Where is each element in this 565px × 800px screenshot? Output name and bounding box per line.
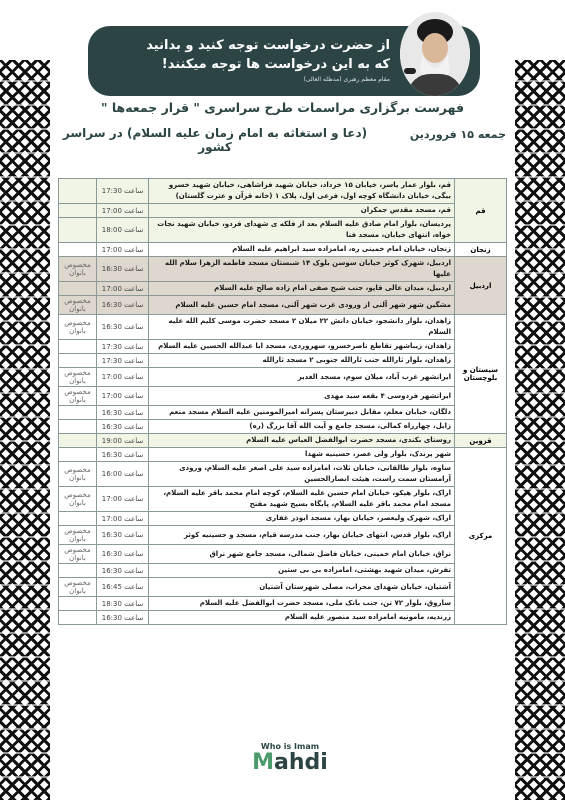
audience-note: مخصوص بانوان bbox=[59, 296, 97, 315]
event-address: ساروق، بلوار ۷۲ تن، جنب بانک ملی، مسجد حضرت ابوالفضل علیه السلام bbox=[149, 597, 455, 611]
province-name: اردبیل bbox=[455, 257, 507, 315]
event-address: اراک، بلوار قدس، انتهای خیابان بهار، جنب مدرسه قیام، مسجد و حسینیه کوثر bbox=[149, 526, 455, 545]
event-time: ساعت 16:30 bbox=[97, 545, 149, 564]
audience-note: مخصوص بانوان bbox=[59, 387, 97, 406]
audience-note bbox=[59, 243, 97, 257]
event-address: زاهدان، زیباشهر تقاطع ناصرخسرو، سهروردی، مسجد ابا عبدالله الحسین علیه السلام bbox=[149, 340, 455, 354]
event-time: ساعت 16:30 bbox=[97, 406, 149, 420]
leader-portrait bbox=[400, 12, 470, 96]
event-address: آشتیان، خیابان شهدای محراب، مصلی شهرستان آشتیان bbox=[149, 578, 455, 597]
audience-note bbox=[59, 512, 97, 526]
event-time: ساعت 17:00 bbox=[97, 204, 149, 218]
audience-note: مخصوص بانوان bbox=[59, 315, 97, 340]
event-time: ساعت 16:30 bbox=[97, 296, 149, 315]
logo-initial: M bbox=[252, 750, 275, 775]
event-time: ساعت 17:00 bbox=[97, 512, 149, 526]
event-address: اراک، شهرک ولیعصر، خیابان بهار، مسجد ابوذر غفاری bbox=[149, 512, 455, 526]
event-address: زرندیه، مامونیه امامزاده سید منصور علیه السلام bbox=[149, 611, 455, 625]
event-time: ساعت 18:00 bbox=[97, 218, 149, 243]
table-row bbox=[59, 340, 507, 354]
table-row bbox=[59, 448, 507, 462]
event-address: قم، مسجد مقدس جمکران bbox=[149, 204, 455, 218]
event-address: ساوه، بلوار طالقانی، خیابان ثلاث، امامزاده سید علی اصغر علیه السلام، ورودی آرامستان سمت راست، هیئت انصارالحسین bbox=[149, 462, 455, 487]
event-time: ساعت 17:00 bbox=[97, 368, 149, 387]
leader-quote: از حضرت درخواست توجه کنید و بدانید که به این درخواست ها توجه میکنند! bbox=[146, 38, 390, 72]
event-time: ساعت 16:30 bbox=[97, 420, 149, 434]
table-row bbox=[59, 296, 507, 315]
table-row bbox=[59, 434, 507, 448]
page-title: فهرست برگزاری مراسمات طرح سراسری " قرار جمعه‌ها " bbox=[100, 100, 465, 115]
table-row bbox=[59, 218, 507, 243]
event-address: دلگان، خیابان معلم، مقابل دبیرستان پسرانه امیرالمومنین علیه السلام مسجد منعم bbox=[149, 406, 455, 420]
event-time: ساعت 16:30 bbox=[97, 526, 149, 545]
event-address: زاهدان، بلوار ثارالله جنب ثارالله جنوبی ۲ مسجد ثارالله bbox=[149, 354, 455, 368]
schedule-table bbox=[58, 178, 507, 625]
event-time: ساعت 16:30 bbox=[97, 564, 149, 578]
audience-note bbox=[59, 434, 97, 448]
site-logo bbox=[230, 742, 350, 775]
event-time: ساعت 17:30 bbox=[97, 354, 149, 368]
quote-banner bbox=[88, 26, 480, 96]
audience-note bbox=[59, 218, 97, 243]
audience-note bbox=[59, 420, 97, 434]
table-row bbox=[59, 611, 507, 625]
event-time: ساعت 16:30 bbox=[97, 611, 149, 625]
table-row bbox=[59, 564, 507, 578]
table-row bbox=[59, 315, 507, 340]
table-row bbox=[59, 526, 507, 545]
table-row bbox=[59, 257, 507, 282]
audience-note bbox=[59, 179, 97, 204]
event-time: ساعت 16:30 bbox=[97, 315, 149, 340]
event-time: ساعت 19:00 bbox=[97, 434, 149, 448]
table-row bbox=[59, 243, 507, 257]
left-pattern-border bbox=[0, 60, 50, 800]
event-address: زاهدان، بلوار دانشجو، خیابان دانش ۲۲ میلان ۲ مسجد حضرت موسی کلیم الله علیه السلام bbox=[149, 315, 455, 340]
event-time: ساعت 17:00 bbox=[97, 487, 149, 512]
event-address: مشگین شهر شهر آلنی از ورودی غرب شهر آلنی، مسجد امام حسین علیه السلام bbox=[149, 296, 455, 315]
table-row bbox=[59, 420, 507, 434]
event-time: ساعت 17:30 bbox=[97, 179, 149, 204]
audience-note: مخصوص بانوان bbox=[59, 578, 97, 597]
table-row bbox=[59, 578, 507, 597]
table-row bbox=[59, 179, 507, 204]
event-address: قم، بلوار عمار یاسر، خیابان ۱۵ خرداد، خیابان شهید فراشاهی، خیابان شهید خسرو بیگی، خیابان دانشگاه کوچه اول، فرعی اول، پلاک ۱ (خانه قرآن و عترت گلستان) bbox=[149, 179, 455, 204]
province-name: زنجان bbox=[455, 243, 507, 257]
right-pattern-border bbox=[515, 60, 565, 800]
event-address: اردبیل، میدان عالی قاپو، جنب شیخ صفی امام زاده صالح علیه السلام bbox=[149, 282, 455, 296]
table-row bbox=[59, 462, 507, 487]
event-time: ساعت 17:00 bbox=[97, 387, 149, 406]
event-time: ساعت 16:30 bbox=[97, 448, 149, 462]
table-row bbox=[59, 545, 507, 564]
audience-note bbox=[59, 204, 97, 218]
table-row bbox=[59, 282, 507, 296]
event-address: پردیسان، بلوار امام صادق علیه السلام بعد از فلکه ی شهدای فردو، خیابان شهید نجات خواه، انتهای خیابان، مسجد فنا bbox=[149, 218, 455, 243]
event-address: اردبیل، شهرک کوثر خیابان سوسن بلوک ۱۴ شبستان مسجد فاطمه الزهرا سلام الله علیها bbox=[149, 257, 455, 282]
logo-subtitle: Who is Imam bbox=[260, 742, 320, 751]
table-row bbox=[59, 387, 507, 406]
page-subtitle: (دعا و استغاثه به امام زمان علیه السلام) در سراسر کشور bbox=[62, 126, 368, 154]
event-address: روستای بکندی، مسجد حضرت ابوالفضل العباس علیه السلام bbox=[149, 434, 455, 448]
event-time: ساعت 17:00 bbox=[97, 282, 149, 296]
audience-note bbox=[59, 354, 97, 368]
event-address: شهر پرندک، بلوار ولی عصر، حسینیه شهدا bbox=[149, 448, 455, 462]
audience-note bbox=[59, 282, 97, 296]
audience-note bbox=[59, 406, 97, 420]
audience-note bbox=[59, 448, 97, 462]
event-address: زنجان، خیابان امام خمینی ره، امامزاده سید ابراهیم علیه السلام bbox=[149, 243, 455, 257]
audience-note: مخصوص بانوان bbox=[59, 368, 97, 387]
audience-note: مخصوص بانوان bbox=[59, 462, 97, 487]
event-time: ساعت 16:30 bbox=[97, 257, 149, 282]
logo-rest: ahdi bbox=[274, 750, 328, 775]
audience-note: مخصوص بانوان bbox=[59, 487, 97, 512]
audience-note bbox=[59, 597, 97, 611]
table-row bbox=[59, 368, 507, 387]
province-name: قم bbox=[455, 179, 507, 243]
audience-note bbox=[59, 340, 97, 354]
event-address: اراک، بلوار هپکو، خیابان امام حسین علیه السلام، کوچه امام محمد باقر علیه السلام، مسجد امام محمد باقر علیه السلام، پایگاه بسیج شهید مفتح bbox=[149, 487, 455, 512]
event-address: تفرش، میدان شهید بهشتی، امامزاده بی بی ستین bbox=[149, 564, 455, 578]
event-address: نراق، خیابان امام خمینی، خیابان فاضل شمالی، مسجد جامع شهر نراق bbox=[149, 545, 455, 564]
table-row bbox=[59, 597, 507, 611]
event-address: ایرانشهر غرب آباد، میلان سوم، مسجد الغدیر bbox=[149, 368, 455, 387]
audience-note: مخصوص بانوان bbox=[59, 257, 97, 282]
event-address: ایرانشهر فردوسی ۴ بقعه سید مهدی bbox=[149, 387, 455, 406]
logo-title bbox=[230, 751, 350, 775]
event-time: ساعت 18:30 bbox=[97, 597, 149, 611]
event-date: جمعه ۱۵ فروردین bbox=[409, 128, 506, 141]
event-time: ساعت 17:00 bbox=[97, 243, 149, 257]
table-row bbox=[59, 204, 507, 218]
event-time: ساعت 16:45 bbox=[97, 578, 149, 597]
province-name: مرکزی bbox=[455, 448, 507, 625]
event-time: ساعت 16:00 bbox=[97, 462, 149, 487]
event-time: ساعت 17:30 bbox=[97, 340, 149, 354]
audience-note bbox=[59, 564, 97, 578]
province-name: قزوین bbox=[455, 434, 507, 448]
table-row bbox=[59, 512, 507, 526]
table-row bbox=[59, 487, 507, 512]
quote-source: مقام معظم رهبری (مدظله العالی) bbox=[303, 76, 390, 83]
table-row bbox=[59, 406, 507, 420]
audience-note: مخصوص بانوان bbox=[59, 545, 97, 564]
event-address: زابل، چهارراه کمالی، مسجد جامع و آیت الله آقا بزرگ (ره) bbox=[149, 420, 455, 434]
province-name: سیستان و بلوچستان bbox=[455, 315, 507, 434]
audience-note bbox=[59, 611, 97, 625]
table-row bbox=[59, 354, 507, 368]
audience-note: مخصوص بانوان bbox=[59, 526, 97, 545]
